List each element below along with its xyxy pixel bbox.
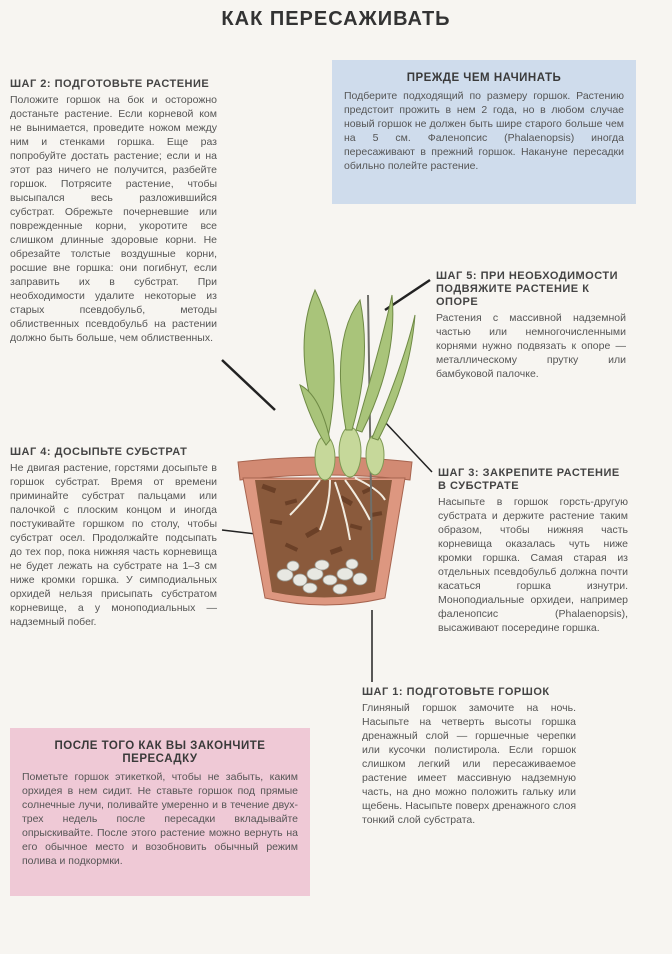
after-transplant-box (10, 728, 310, 896)
after-transplant-heading: ПОСЛЕ ТОГО КАК ВЫ ЗАКОНЧИТЕ ПЕРЕСАДКУ (54, 740, 266, 765)
step2-section (10, 78, 217, 345)
before-start-text: Подберите подходящий по размеру горшок. Растению предстоит прожить в нем 2 года, но в любом случае новый горшок не должен быть шире старого больше чем на 5 см. Фаленопсис (Phalaenopsis) иногда пересаживают в прежний горшок. Накануне пересадки обильно полейте растение. (344, 90, 624, 172)
step2-text: Положите горшок на бок и осторожно достаньте растение. Если корневой ком не вынимается, проведите ножом между ним и стенками горшка. Еще раз попробуйте достать растение; если и на этот раз ничего не получится, разбейте горшок. Потрясите растение, чтобы высыпался весь разложившийся субстрат. Обрежьте почерневшие или поврежденные корни, укоротите все слишком длинные здоровые корни. Не обрезайте толстые воздушные корни, росшие вне горшка: они погибнут, если заправить их в субстрат. При необходимости удалите некоторые из старых псевдобульб, методы облиственных псевдобульб на растении должно быть больше, чем облиственных. (10, 94, 217, 344)
step5-heading: ШАГ 5: ПРИ НЕОБХОДИМОСТИ ПОДВЯЖИТЕ РАСТЕНИЕ К ОПОРЕ (436, 270, 619, 308)
leader-line-step2 (222, 360, 275, 410)
step2-heading: ШАГ 2: ПОДГОТОВЬТЕ РАСТЕНИЕ (10, 78, 210, 90)
page-title: КАК ПЕРЕСАЖИВАТЬ (221, 8, 451, 30)
step4-heading: ШАГ 4: ДОСЫПЬТЕ СУБСТРАТ (10, 446, 188, 458)
step5-text: Растения с массивной надземной частью или немногочисленными корнями нужно подвязать к опоре — металлическому прутку или бамбуковой палочке. (436, 312, 626, 380)
after-transplant-text: Пометьте горшок этикеткой, чтобы не забыть, каким орхидея в нем сидит. Не ставьте горшок под прямые солнечные лучи, поливайте умеренно и в течение двух-трех недель после пересадки вкладывайте опрыскивайте. После этого растение можно вернуть на его обычное место и возобновить обычный режим полива и подкормки. (22, 771, 298, 867)
step1-section (362, 686, 576, 827)
orchid-leaves (300, 290, 415, 445)
step4-section (10, 446, 217, 629)
step1-text: Глиняный горшок замочите на ночь. Насыпьте на четверть высоты горшка дренажный слой — горшечные черепки или кусочки полистирола. Если горшок слишком легкий или пересаживаемое растение имеет массивную надземную часть, на дно можно положить гальку или щебень. Насыпьте поверх дренажного слоя тонкий слой субстрата. (362, 702, 576, 826)
before-start-heading: ПРЕЖДЕ ЧЕМ НАЧИНАТЬ (406, 72, 562, 84)
step5-section (436, 270, 626, 381)
before-start-box (332, 60, 636, 204)
step1-heading: ШАГ 1: ПОДГОТОВЬТЕ ГОРШОК (362, 686, 550, 698)
step3-heading: ШАГ 3: ЗАКРЕПИТЕ РАСТЕНИЕ В СУБСТРАТЕ (438, 467, 620, 492)
step3-text: Насыпьте в горшок горсть-другую субстрата и держите растение таким образом, чтобы нижняя часть корневища оказалась чуть ниже кромки горшка. Самая старая из отдельных псевдобульб должна почти касаться горшка изнутри. Моноподиальные орхидеи, например фаленопсис (Phalaenopsis), высаживают посередине горшка. (438, 496, 628, 634)
step3-section (438, 467, 628, 635)
step4-text: Не двигая растение, горстями досыпьте в горшок субстрат. Время от времени приминайте субстрат пальцами или палочкой с плоским концом и иногда постукивайте горшком по столу, чтобы субстрат осел. Продолжайте подсыпать до тех пор, пока нижняя часть корневища не будет лежать на субстрате на 1–3 см ниже кромки горшка. У симподиальных орхидей нельзя присыпать субстратом корневище, а у моноподиальных — надземный побег. (10, 462, 217, 628)
